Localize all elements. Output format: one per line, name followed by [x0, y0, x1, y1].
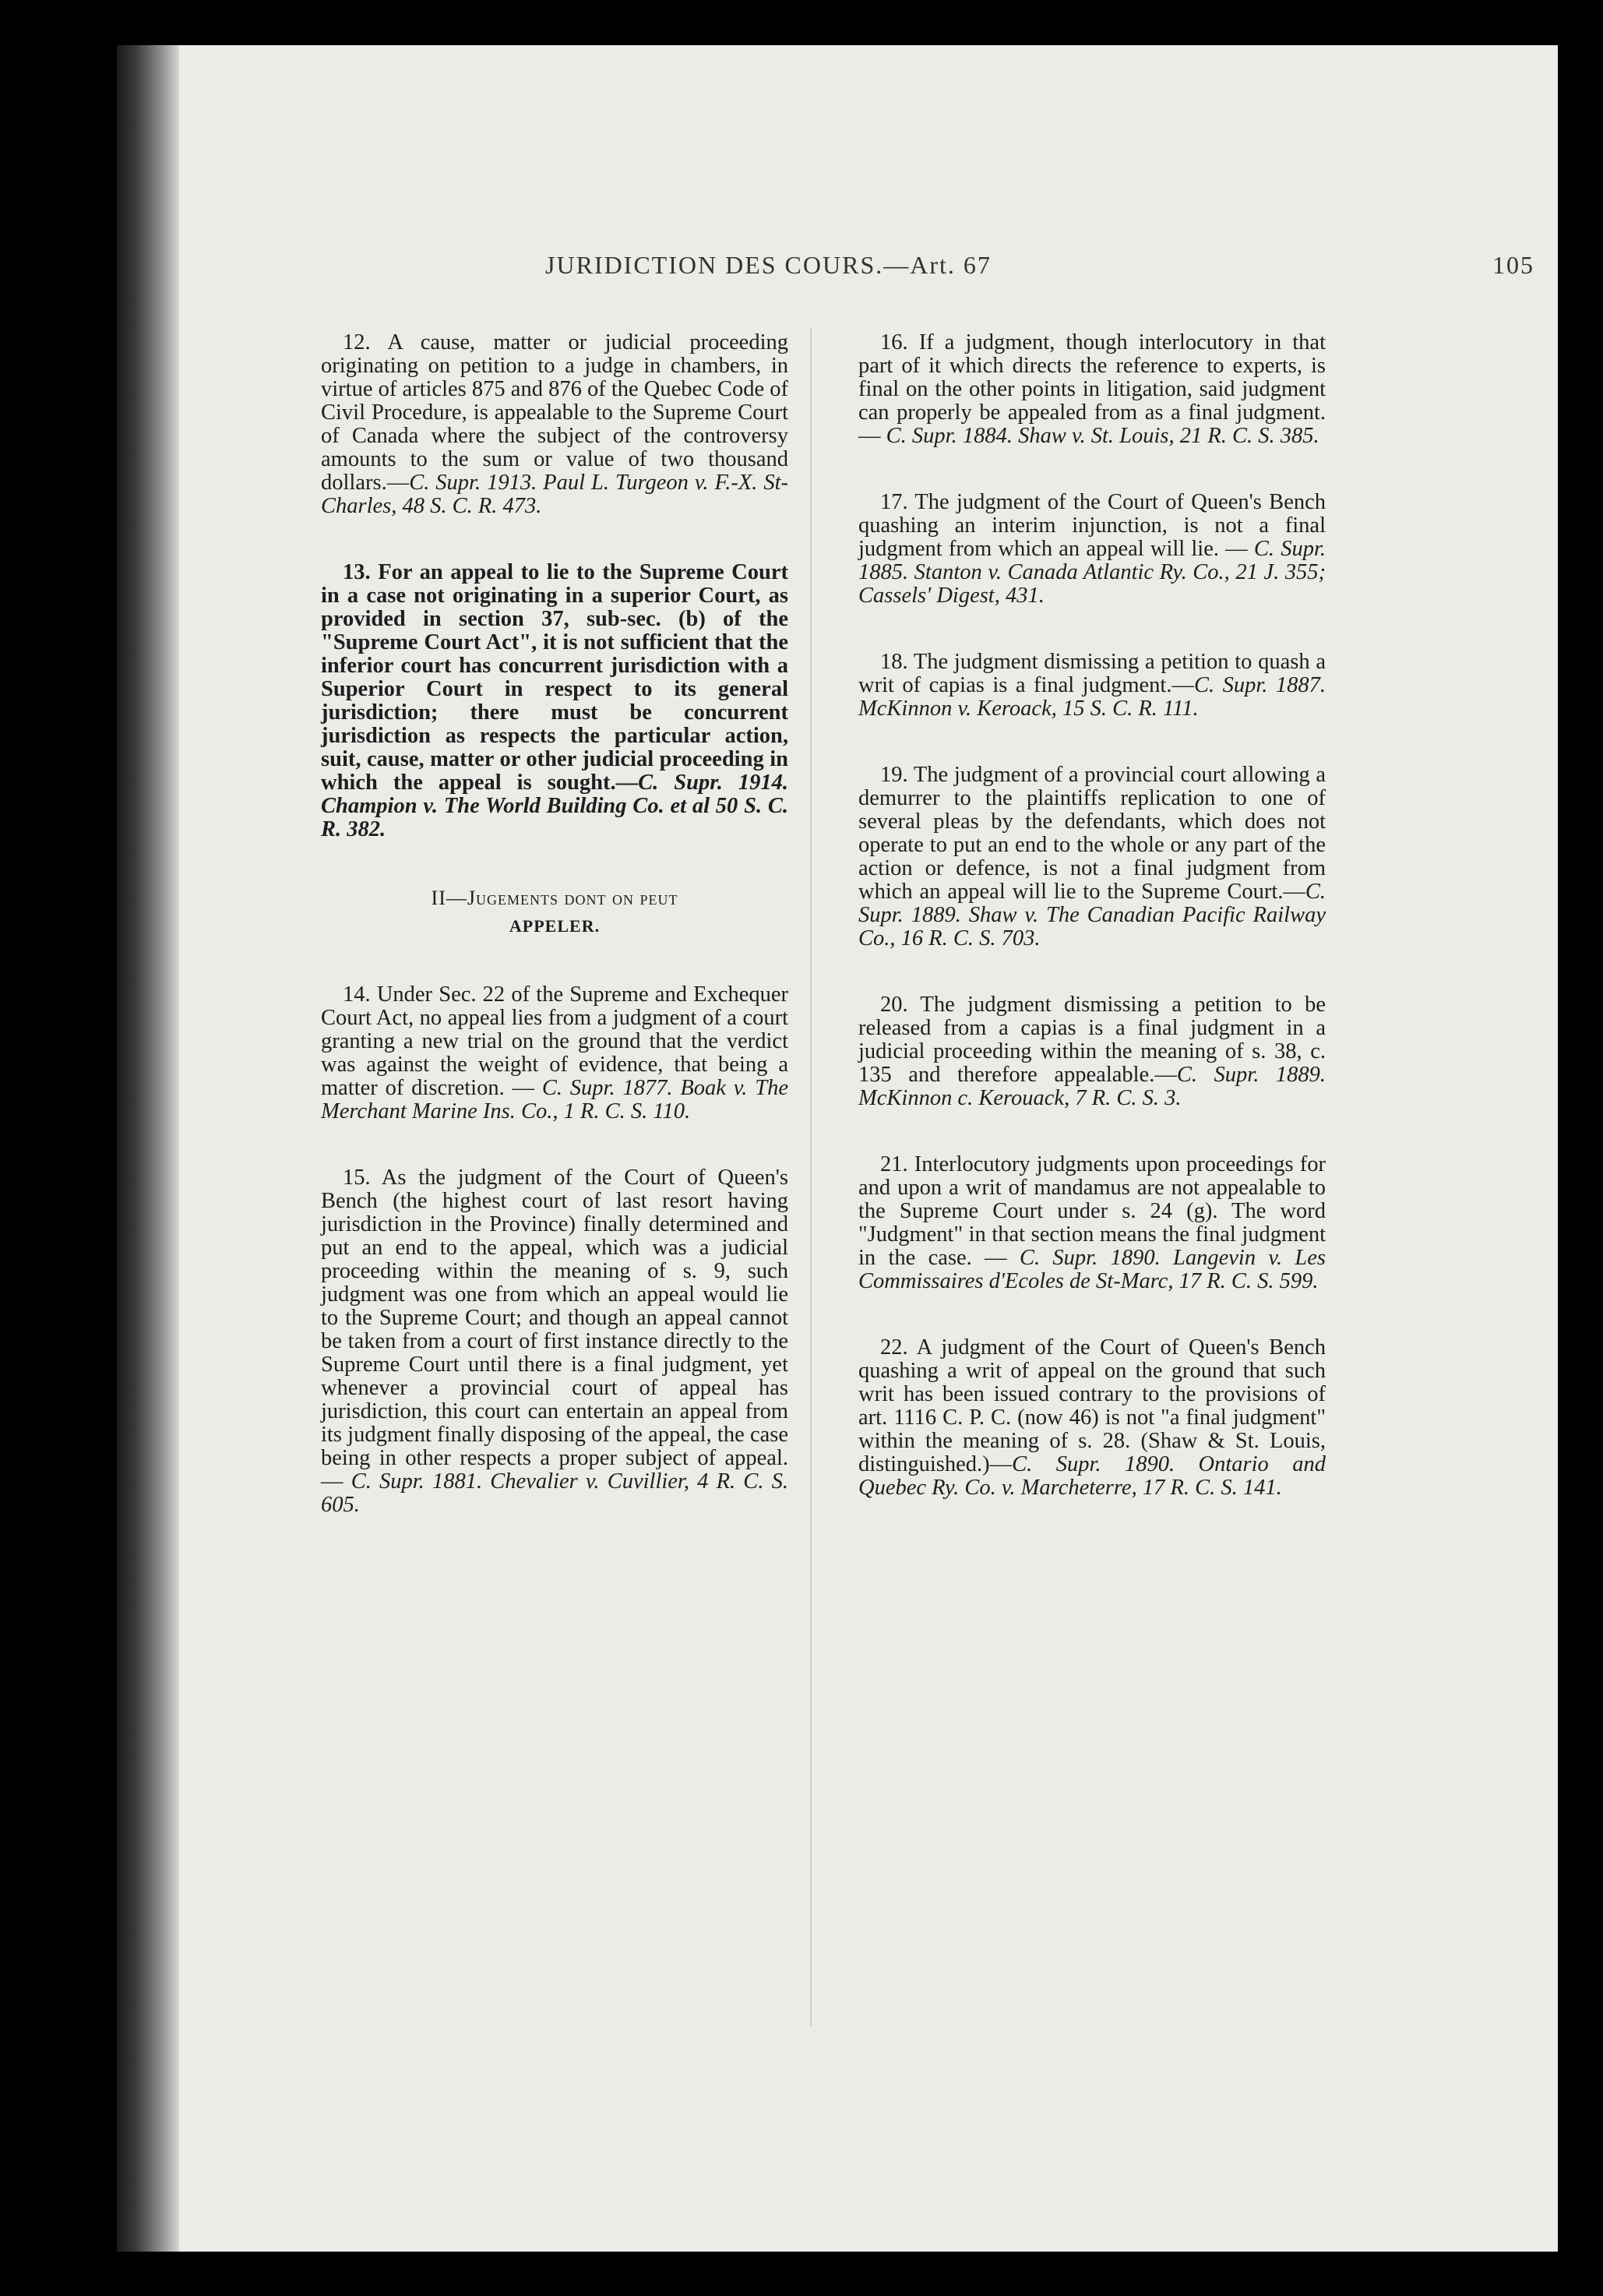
paragraph-text: 17. The judgment of the Court of Queen's Bench quashing an interim injunction, is not a final judgment from which an appeal will lie. —	[858, 490, 1326, 561]
section-title: II—Jugements dont on peut	[431, 887, 678, 909]
paragraph-text: 18. The judgment dismissing a petition to quash a writ of capias is a final judgment.—	[858, 650, 1326, 697]
citation: C. Supr. 1914. Champion v. The World Building Co. et al 50 S. C. R. 382.	[321, 771, 788, 841]
citation: C. Supr. 1884. Shaw v. St. Louis, 21 R. C. S. 385.	[886, 424, 1319, 448]
citation: C. Supr. 1877. Boak v. The Merchant Marine Ins. Co., 1 R. C. S. 110.	[321, 1076, 788, 1123]
citation: C. Supr. 1885. Stanton v. Canada Atlantic Ry. Co., 21 J. 355; Cassels' Digest, 431.	[858, 537, 1326, 608]
citation: C. Supr. 1889. McKinnon c. Kerouack, 7 R. C. S. 3.	[858, 1063, 1326, 1110]
paragraph-text: 12. A cause, matter or judicial proceeding originating on petition to a judge in chambers, in virtue of articles 875 and 876 of the Quebec Code of Civil Procedure, is appealable to the Supreme Court of Canada where the subject of the controversy amounts to the sum or value of two thousand dollars.—	[321, 330, 788, 495]
book-spine-shadow	[117, 45, 179, 2252]
paragraph-text: 14. Under Sec. 22 of the Supreme and Exchequer Court Act, no appeal lies from a judgment of a court granting a new trial on the ground that the verdict was against the weight of evidence, that being a matter of discretion. —	[321, 982, 788, 1100]
running-header	[545, 251, 1534, 290]
citation: C. Supr. 1887. McKinnon v. Keroack, 15 S. C. R. 111.	[858, 673, 1326, 721]
column-divider	[810, 327, 812, 2026]
page-number: 105	[1492, 251, 1534, 279]
paragraph-13	[321, 561, 788, 841]
paragraph-15	[321, 1166, 788, 1517]
paragraph-18	[858, 651, 1326, 721]
left-column	[321, 331, 788, 1560]
citation: C. Supr. 1889. Shaw v. The Canadian Pacific Railway Co., 16 R. C. S. 703.	[858, 880, 1326, 950]
paragraph-text: 13. For an appeal to lie to the Supreme Court in a case not originating in a superior Court, as provided in section 37, sub-sec. (b) of the "Supreme Court Act", it is not sufficient that the inferior court has concurrent jurisdiction with a Superior Court in respect to its general jurisdiction; there must be concurrent jurisdiction as respects the particular action, suit, cause, matter or other judicial proceeding in which the appeal is sought.—	[321, 560, 788, 795]
paragraph-20	[858, 993, 1326, 1110]
paragraph-16	[858, 331, 1326, 448]
paragraph-text: 21. Interlocutory judgments upon proceedings for and upon a writ of mandamus are not appealable to the Supreme Court under s. 24 (g). The word "Judgment" in that section means the final judgment in the case. —	[858, 1152, 1326, 1270]
section-heading	[321, 884, 788, 940]
header-title: JURIDICTION DES COURS.—Art. 67	[545, 251, 992, 279]
paragraph-17	[858, 491, 1326, 608]
paragraph-text: 22. A judgment of the Court of Queen's Bench quashing a writ of appeal on the ground that such writ has been issued contrary to the provisions of art. 1116 C. P. C. (now 46) is not "a final judgment" within the meaning of s. 28. (Shaw & St. Louis, distinguished.)—	[858, 1335, 1326, 1476]
section-subtitle: APPELER.	[509, 916, 601, 936]
paragraph-21	[858, 1153, 1326, 1293]
citation: C. Supr. 1881. Chevalier v. Cuvillier, 4 R. C. S. 605.	[321, 1469, 788, 1517]
citation: C. Supr. 1890. Langevin v. Les Commissaires d'Ecoles de St-Marc, 17 R. C. S. 599.	[858, 1246, 1326, 1293]
citation: C. Supr. 1913. Paul L. Turgeon v. F.-X. St-Charles, 48 S. C. R. 473.	[321, 471, 788, 518]
paragraph-text: 16. If a judgment, though interlocutory in that part of it which directs the reference to experts, is final on the other points in litigation, said judgment can properly be appealed from as a final judgment.—	[858, 330, 1326, 448]
paragraph-19	[858, 764, 1326, 950]
paragraph-22	[858, 1336, 1326, 1500]
paragraph-text: 20. The judgment dismissing a petition to be released from a capias is a final judgment in a judicial proceeding within the meaning of s. 38, c. 135 and therefore appealable.—	[858, 993, 1326, 1087]
paragraph-text: 15. As the judgment of the Court of Queen's Bench (the highest court of last resort having jurisdiction in the Province) finally determined and put an end to the appeal, which was a judicial proceeding within the meaning of s. 9, such judgment was one from which an appeal would lie to the Supreme Court; and though an appeal cannot be taken from a court of first instance directly to the Supreme Court until there is a final judgment, yet whenever a provincial court of appeal has jurisdiction, this court can entertain an appeal from its judgment finally disposing of the appeal, the case being in other respects a proper subject of appeal. —	[321, 1166, 788, 1494]
right-column	[858, 331, 1326, 1543]
citation: C. Supr. 1890. Ontario and Quebec Ry. Co. v. Marcheterre, 17 R. C. S. 141.	[858, 1452, 1326, 1500]
paragraph-text: 19. The judgment of a provincial court allowing a demurrer to the plaintiffs replication to one of several pleas by the defendants, which does not operate to put an end to the whole or any part of the action or defence, is not a final judgment from which an appeal will lie to the Supreme Court.—	[858, 763, 1326, 904]
paragraph-12	[321, 331, 788, 518]
paragraph-14	[321, 983, 788, 1123]
